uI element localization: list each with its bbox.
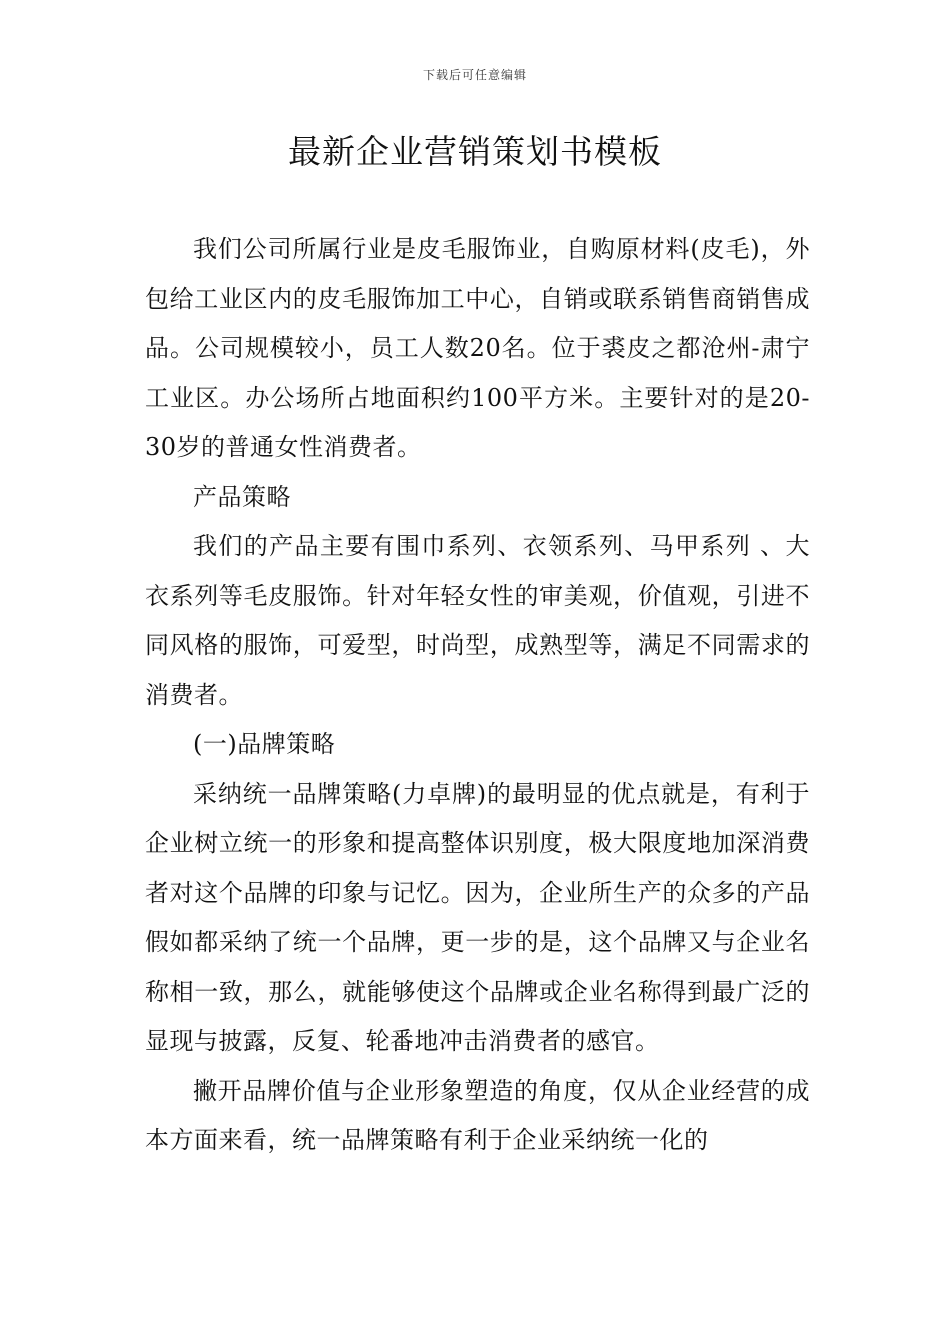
paragraph-brand-advantage: 采纳统一品牌策略(力卓牌)的最明显的优点就是，有利于企业树立统一的形象和提高整体识别度，极大限度地加深消费者对这个品牌的印象与记忆。因为，企业所生产的众多的产品假如都采纳了统一个品牌，更一步的是，这个品牌又与企业名称相一致，那么，就能够使这个品牌或企业名称得到最广泛的显现与披露，反复、轮番地冲击消费者的感官。: [145, 779, 810, 1055]
paragraph-cost-perspective: 撇开品牌价值与企业形象塑造的角度，仅从企业经营的成本方面来看，统一品牌策略有利于企业采纳统一化的: [145, 1076, 810, 1154]
document-body: [145, 225, 810, 1166]
document-title: 最新企业营销策划书模板: [288, 132, 662, 171]
header-note: 下载后可任意编辑: [422, 68, 527, 82]
paragraph-product-lines: 我们的产品主要有围巾系列、衣领系列、马甲系列 、大衣系列等毛皮服饰。针对年轻女性的审美观，价值观，引进不同风格的服饰，可爱型，时尚型，成熟型等，满足不同需求的消费者。: [145, 532, 810, 709]
paragraph-company-intro: 我们公司所属行业是皮毛服饰业，自购原材料(皮毛)，外包给工业区内的皮毛服饰加工中心，自销或联系销售商销售成品。公司规模较小，员工人数20名。位于裘皮之都沧州-肃宁工业区。办公场所占地面积约100平方米。主要针对的是20-30岁的普通女性消费者。: [145, 235, 810, 461]
section-heading-brand-strategy: (一)品牌策略: [193, 730, 336, 758]
section-heading-product-strategy: 产品策略: [193, 482, 291, 511]
